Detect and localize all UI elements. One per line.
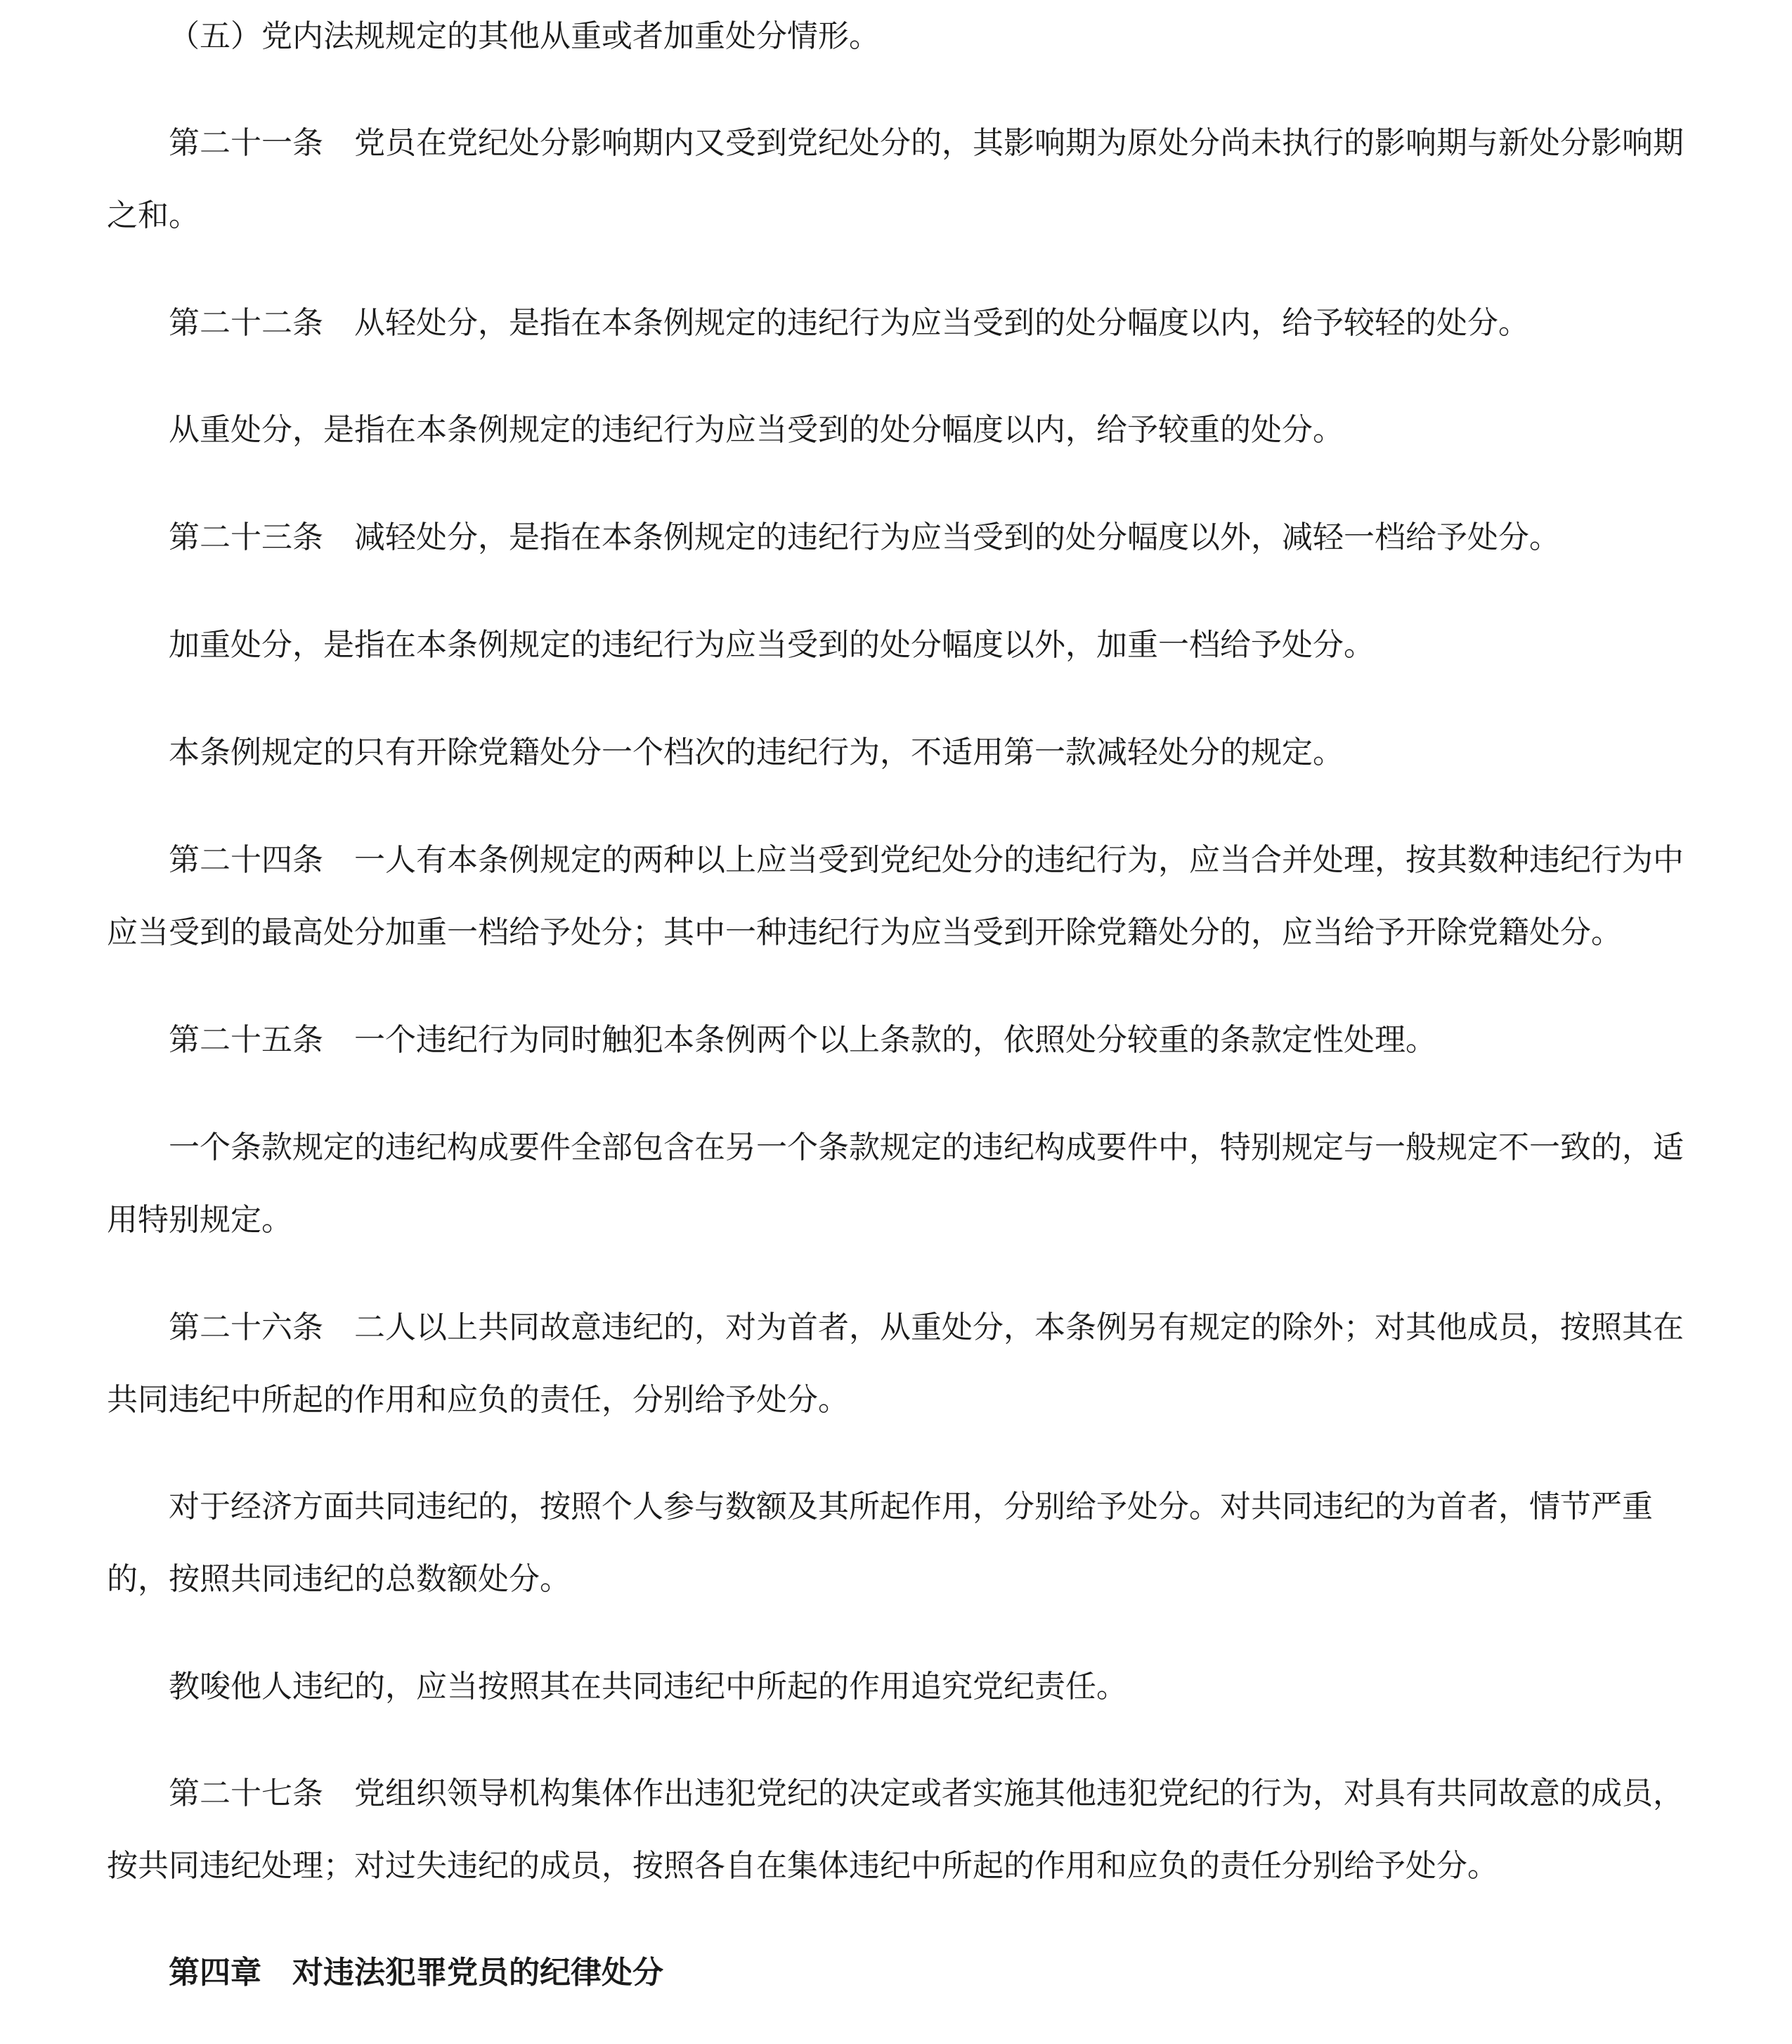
paragraph-article-27: 第二十七条 党组织领导机构集体作出违犯党纪的决定或者实施其他违犯党纪的行为，对具有共同故意的成员，按共同违纪处理；对过失违纪的成员，按照各自在集体违纪中所起的作用和应负的责任分别给予处分。	[107, 1775, 1684, 1884]
paragraph-item-5: （五）党内法规规定的其他从重或者加重处分情形。	[169, 18, 880, 54]
paragraph-article-23: 第二十三条 减轻处分，是指在本条例规定的违纪行为应当受到的处分幅度以外，减轻一档给予处分。	[169, 519, 1560, 555]
paragraph-expulsion-only: 本条例规定的只有开除党籍处分一个档次的违纪行为，不适用第一款减轻处分的规定。	[169, 735, 1344, 770]
paragraph-article-22: 第二十二条 从轻处分，是指在本条例规定的违纪行为应当受到的处分幅度以内，给予较轻的处分。	[169, 305, 1529, 341]
paragraph-article-25: 第二十五条 一个违纪行为同时触犯本条例两个以上条款的，依照处分较重的条款定性处理。	[169, 1022, 1436, 1058]
paragraph-heavier-punishment: 从重处分，是指在本条例规定的违纪行为应当受到的处分幅度以内，给予较重的处分。	[169, 412, 1344, 448]
paragraph-article-24: 第二十四条 一人有本条例规定的两种以上应当受到党纪处分的违纪行为，应当合并处理，按其数种违纪行为中应当受到的最高处分加重一档给予处分；其中一种违纪行为应当受到开除党籍处分的，应当给予开除党籍处分。	[107, 842, 1684, 950]
paragraph-instigation: 教唆他人违纪的，应当按照其在共同违纪中所起的作用追究党纪责任。	[169, 1669, 1127, 1705]
paragraph-article-26: 第二十六条 二人以上共同故意违纪的，对为首者，从重处分，本条例另有规定的除外；对其他成员，按照其在共同违纪中所起的作用和应负的责任，分别给予处分。	[107, 1309, 1684, 1418]
paragraph-aggravated-punishment: 加重处分，是指在本条例规定的违纪行为应当受到的处分幅度以外，加重一档给予处分。	[169, 627, 1375, 663]
paragraph-special-provision: 一个条款规定的违纪构成要件全部包含在另一个条款规定的违纪构成要件中，特别规定与一般规定不一致的，适用特别规定。	[107, 1130, 1684, 1238]
paragraph-economic-violation: 对于经济方面共同违纪的，按照个人参与数额及其所起作用，分别给予处分。对共同违纪的为首者，情节严重的，按照共同违纪的总数额处分。	[107, 1489, 1653, 1597]
chapter-heading: 第四章 对违法犯罪党员的纪律处分	[169, 1955, 663, 1991]
paragraph-article-21: 第二十一条 党员在党纪处分影响期内又受到党纪处分的，其影响期为原处分尚未执行的影响期与新处分影响期之和。	[107, 125, 1684, 233]
